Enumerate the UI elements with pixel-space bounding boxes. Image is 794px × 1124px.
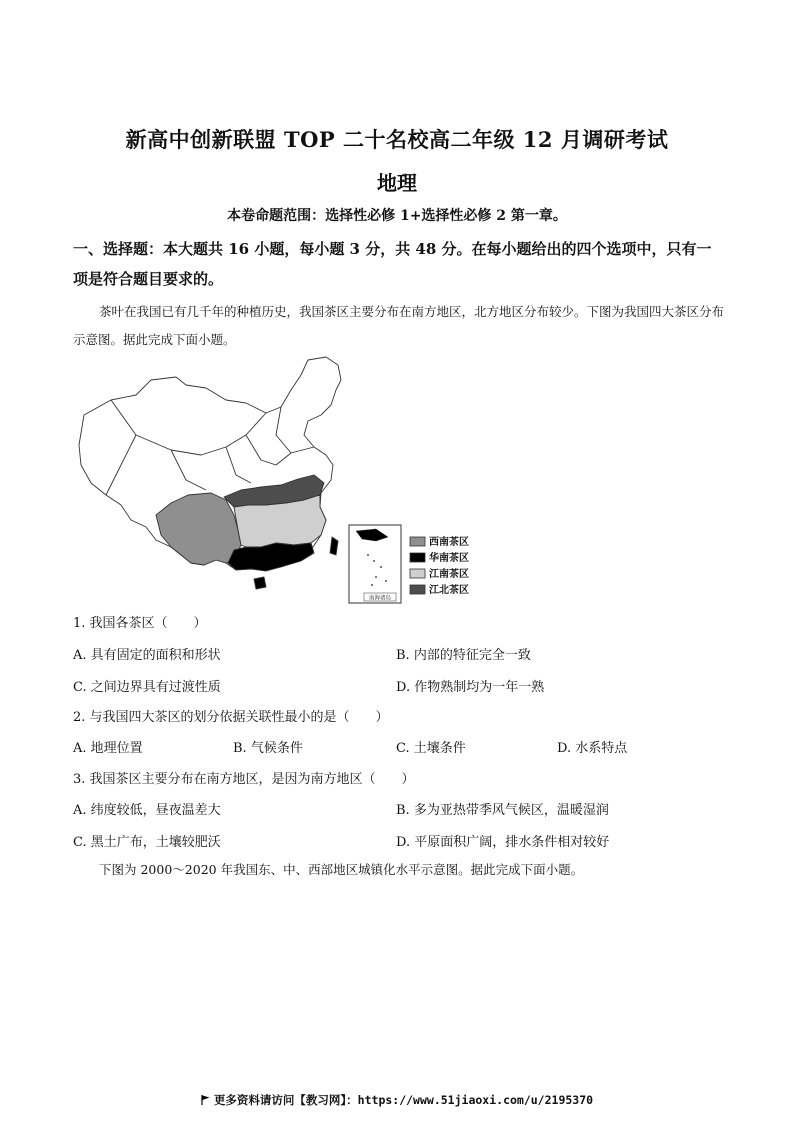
subject-title: 地理 xyxy=(377,171,417,195)
question-2-stem: 2. 与我国四大茶区的划分依据关联性最小的是（ ） xyxy=(73,710,389,725)
question-3-option-a: A. 纬度较低，昼夜温差大 xyxy=(73,803,221,818)
question-3-option-b: B. 多为亚热带季风气候区，温暖湿润 xyxy=(396,803,609,818)
legend-swatch-huanan xyxy=(410,553,425,562)
question-2-option-a: A. 地理位置 xyxy=(73,741,143,756)
region-hainan xyxy=(254,577,266,589)
legend-swatch-jiangnan xyxy=(410,569,425,578)
question-2-option-d: D. 水系特点 xyxy=(557,741,628,756)
question-3-option-c: C. 黑土广布，土壤较肥沃 xyxy=(73,835,221,850)
legend-swatch-southwest xyxy=(410,537,425,546)
legend-label-jiangnan: 江南茶区 xyxy=(429,569,469,580)
region-taiwan xyxy=(330,537,338,555)
legend-swatch-jiangbei xyxy=(410,585,425,594)
question-1-stem: 1. 我国各茶区（ ） xyxy=(73,616,207,631)
intro-paragraph-urbanization: 下图为 2000～2020 年我国东、中、西部地区城镇化水平示意图。据此完成下面小题。 xyxy=(99,862,584,877)
question-1-option-a: A. 具有固定的面积和形状 xyxy=(73,648,221,663)
map-legend xyxy=(410,535,469,596)
section-heading: 一、选择题：本大题共 16 小题，每小题 3 分，共 48 分。在每小题给出的四个选项中，只有一项是符合题目要求的。 xyxy=(73,240,712,288)
question-1-option-d: D. 作物熟制均为一年一熟 xyxy=(396,680,545,695)
intro-paragraph-tea: 茶叶在我国已有几千年的种植历史，我国茶区主要分布在南方地区，北方地区分布较少。下图为我国四大茶区分布示意图。据此完成下面小题。 xyxy=(73,304,725,347)
question-1-option-c: C. 之间边界具有过渡性质 xyxy=(73,680,221,695)
exam-title: 新高中创新联盟 TOP 二十名校高二年级 12 月调研考试 xyxy=(125,127,669,152)
exam-scope: 本卷命题范围：选择性必修 1+选择性必修 2 第一章。 xyxy=(227,208,567,224)
flag-icon xyxy=(201,1095,210,1105)
question-3-stem: 3. 我国茶区主要分布在南方地区，是因为南方地区（ ） xyxy=(73,772,415,787)
inset-label: 南海诸岛 xyxy=(368,595,392,602)
legend-label-huanan: 华南茶区 xyxy=(429,553,469,564)
question-2-option-b: B. 气候条件 xyxy=(233,741,303,756)
footer-link[interactable]: 更多资料请访问【教习网】：https://www.51jiaoxi.com/u/2195370 xyxy=(213,1093,594,1107)
question-2-option-c: C. 土壤条件 xyxy=(396,741,466,756)
question-1-option-b: B. 内部的特征完全一致 xyxy=(396,648,531,663)
question-3-option-d: D. 平原面积广阔，排水条件相对较好 xyxy=(396,835,610,850)
south-china-sea-inset xyxy=(349,525,401,603)
legend-label-jiangbei: 江北茶区 xyxy=(429,585,469,596)
tea-regions-map xyxy=(76,355,469,607)
legend-label-southwest: 西南茶区 xyxy=(429,537,469,548)
footer xyxy=(0,1092,794,1108)
